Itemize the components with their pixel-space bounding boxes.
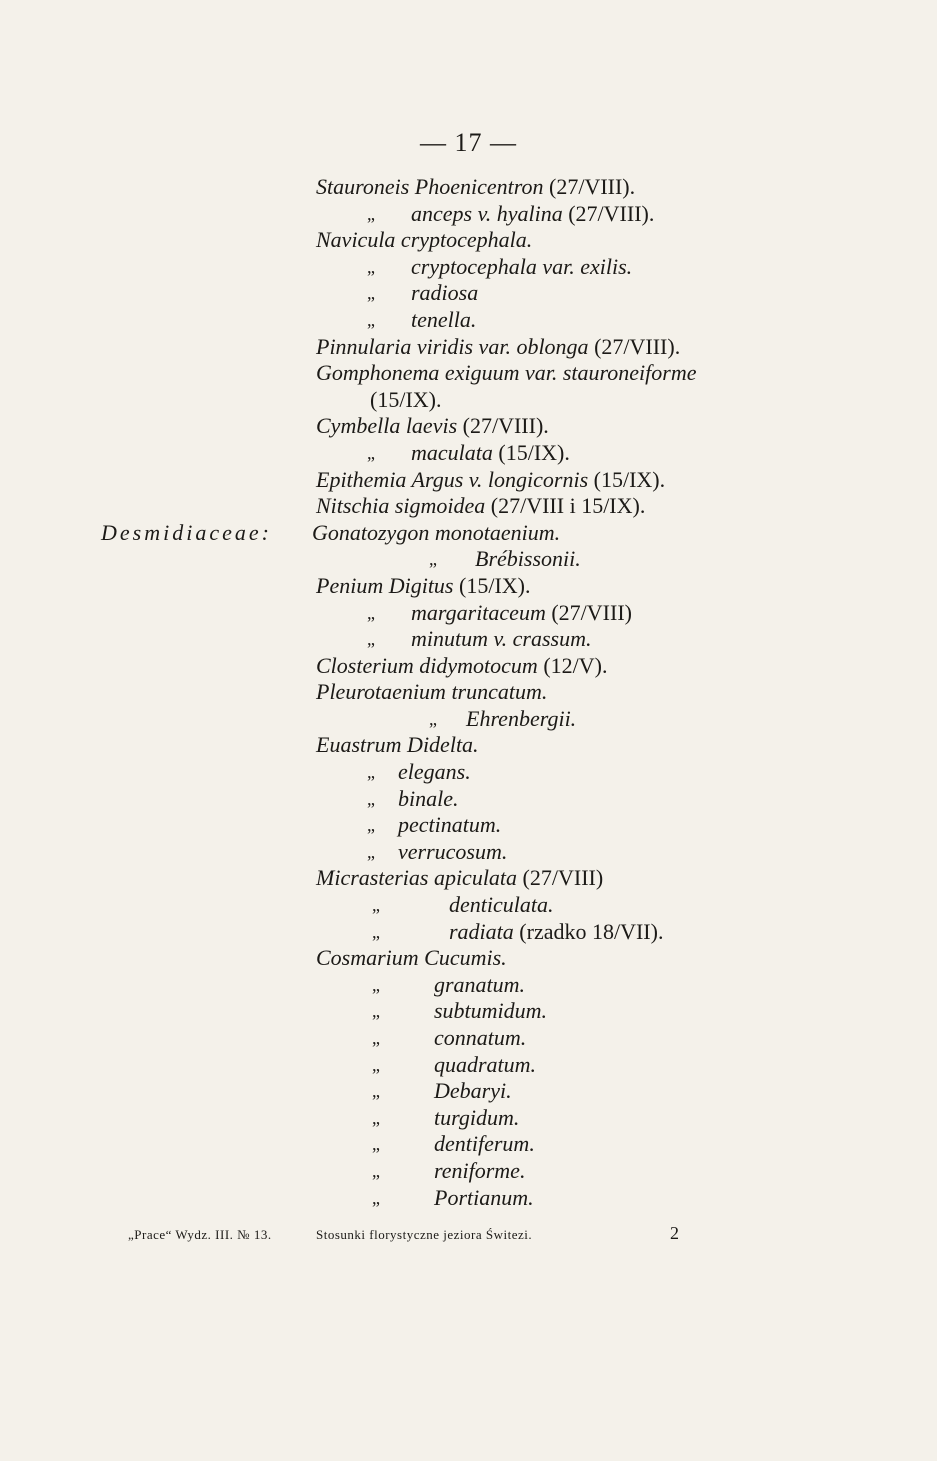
- collection-date: (27/VIII i 15/IX).: [485, 493, 646, 519]
- list-item: [0, 839, 937, 866]
- ditto-mark: „: [372, 1187, 380, 1208]
- taxon-line: [398, 786, 459, 813]
- taxon-name: radiata: [449, 918, 514, 944]
- list-item: [0, 307, 937, 334]
- list-item: [0, 520, 937, 547]
- list-item: [0, 1052, 937, 1079]
- list-item: [0, 945, 937, 972]
- taxon-line: [411, 254, 632, 281]
- collection-date: (15/IX).: [453, 572, 531, 598]
- collection-date: (27/VIII).: [543, 174, 636, 199]
- taxon-line: [411, 626, 591, 653]
- taxon-line: [316, 467, 665, 494]
- list-item: [0, 493, 937, 520]
- taxon-line: [370, 387, 441, 414]
- taxon-line: [316, 865, 603, 892]
- list-item: [0, 201, 937, 228]
- taxon-line: [316, 334, 680, 361]
- taxon-name: radiosa: [411, 280, 479, 306]
- ditto-mark: „: [372, 1134, 380, 1155]
- ditto-mark: „: [367, 203, 375, 224]
- ditto-mark: „: [372, 1001, 380, 1022]
- taxon-name: Gomphonema exiguum var. stauroneiforme: [316, 360, 697, 386]
- taxon-line: [434, 1105, 519, 1132]
- taxon-line: [434, 1052, 536, 1079]
- list-item: [0, 254, 937, 281]
- taxon-line: [398, 812, 501, 839]
- taxon-name: reniforme.: [434, 1157, 526, 1183]
- ditto-mark: „: [372, 1081, 380, 1102]
- taxon-name: Euastrum Didelta.: [316, 732, 479, 758]
- taxon-name: anceps v. hyalina: [411, 200, 563, 226]
- ditto-mark: „: [372, 1028, 380, 1048]
- taxon-name: turgidum.: [434, 1104, 520, 1130]
- taxon-line: [398, 759, 471, 786]
- ditto-mark: „: [367, 602, 375, 623]
- footer-title: Stosunki florystyczne jeziora Świtezi.: [316, 1227, 533, 1242]
- list-item: [0, 600, 937, 627]
- list-item: [0, 653, 937, 680]
- taxon-line: [434, 1158, 525, 1185]
- taxon-line: [411, 307, 476, 334]
- species-list: [0, 174, 937, 1211]
- taxon-name: quadratum.: [434, 1051, 537, 1077]
- taxon-line: [411, 280, 478, 307]
- list-item: [0, 732, 937, 759]
- taxon-line: [316, 732, 479, 759]
- list-item: [0, 546, 937, 573]
- taxon-line: [316, 679, 547, 706]
- collection-date: (15/IX).: [370, 386, 442, 412]
- taxon-line: [398, 839, 507, 866]
- taxon-name: subtumidum.: [434, 998, 548, 1024]
- list-item: [0, 865, 937, 892]
- ditto-mark: „: [367, 815, 375, 836]
- list-item: [0, 387, 937, 414]
- collection-date: (rzadko 18/VII).: [513, 918, 664, 944]
- list-item: [0, 413, 937, 440]
- ditto-mark: „: [367, 283, 375, 304]
- list-item: [0, 334, 937, 361]
- page-number: — 17 —: [420, 128, 517, 157]
- taxon-name: connatum.: [434, 1025, 527, 1050]
- taxon-name: Closterium didymotocum: [316, 652, 538, 678]
- taxon-name: elegans.: [398, 759, 471, 785]
- taxon-line: [411, 201, 654, 228]
- taxon-name: Stauroneis Phoenicentron: [316, 174, 544, 199]
- taxon-line: [316, 945, 507, 972]
- taxon-line: [316, 653, 607, 680]
- sheet-number: 2: [670, 1223, 680, 1243]
- taxon-name: pectinatum.: [398, 812, 502, 838]
- list-item: [0, 440, 937, 467]
- taxon-name: Cosmarium Cucumis.: [316, 945, 507, 971]
- taxon-name: Portianum.: [434, 1184, 534, 1210]
- taxon-line: [434, 1131, 535, 1158]
- ditto-mark: „: [367, 309, 375, 330]
- list-item: [0, 998, 937, 1025]
- list-item: [0, 280, 937, 307]
- ditto-mark: „: [372, 1160, 380, 1181]
- ditto-mark: „: [372, 1054, 380, 1075]
- taxon-line: [449, 892, 553, 919]
- ditto-mark: „: [429, 708, 437, 729]
- collection-date: (15/IX).: [588, 466, 666, 492]
- list-item: [0, 360, 937, 387]
- list-item: [0, 919, 937, 946]
- taxon-name: Micrasterias apiculata: [316, 865, 518, 891]
- taxon-line: [434, 972, 525, 999]
- collection-date: (27/VIII): [545, 599, 632, 625]
- taxon-line: [434, 1078, 512, 1105]
- collection-date: (15/IX).: [492, 439, 570, 465]
- taxon-name: tenella.: [411, 306, 477, 332]
- collection-date: (27/VIII): [517, 865, 604, 891]
- taxon-name: Debaryi.: [434, 1078, 512, 1104]
- list-item: [0, 227, 937, 254]
- ditto-mark: „: [367, 762, 375, 783]
- list-item: [0, 1025, 937, 1052]
- taxon-name: Pleurotaenium truncatum.: [316, 679, 548, 705]
- list-item: [0, 1131, 937, 1158]
- taxon-name: Nitschia sigmoidea: [316, 493, 486, 519]
- taxon-line: [316, 573, 530, 600]
- taxon-line: [434, 1185, 534, 1212]
- taxon-line: [316, 493, 645, 520]
- taxon-name: Cymbella laevis: [316, 413, 458, 439]
- footer-series: „Prace“ Wydz. III. № 13.: [128, 1227, 272, 1242]
- taxon-name: Brébissonii.: [475, 546, 581, 572]
- taxon-line: [449, 919, 663, 946]
- list-item: [0, 174, 937, 201]
- taxon-name: granatum.: [434, 971, 526, 997]
- taxon-line: [316, 413, 549, 440]
- list-item: [0, 573, 937, 600]
- ditto-mark: „: [367, 788, 375, 809]
- ditto-mark: „: [367, 629, 375, 650]
- ditto-mark: „: [367, 442, 375, 463]
- ditto-mark: „: [372, 1107, 380, 1128]
- list-item: [0, 706, 937, 733]
- taxon-name: binale.: [398, 785, 459, 811]
- ditto-mark: „: [372, 974, 380, 995]
- taxon-name: Gonatozygon monotaenium.: [312, 519, 561, 545]
- taxon-name: dentiferum.: [434, 1131, 535, 1157]
- taxon-line: [316, 227, 532, 254]
- list-item: [0, 626, 937, 653]
- taxon-line: [466, 706, 576, 733]
- taxon-line: [411, 600, 632, 627]
- taxon-name: verrucosum.: [398, 838, 508, 864]
- taxon-line: [312, 520, 560, 547]
- list-item: [0, 812, 937, 839]
- taxon-name: Penium Digitus: [316, 572, 454, 598]
- section-label: Desmidiaceae:: [101, 519, 272, 545]
- list-item: [0, 1105, 937, 1132]
- taxon-name: Epithemia Argus v. longicornis: [316, 466, 589, 492]
- list-item: [0, 1185, 937, 1212]
- taxon-line: [316, 360, 696, 387]
- taxon-name: margaritaceum: [411, 599, 546, 625]
- taxon-name: maculata: [411, 439, 493, 465]
- taxon-line: [434, 1025, 526, 1052]
- collection-date: (27/VIII).: [457, 413, 549, 439]
- ditto-mark: „: [429, 549, 437, 570]
- collection-date: (12/V).: [537, 652, 608, 678]
- taxon-line: [316, 174, 635, 201]
- list-item: [0, 786, 937, 813]
- taxon-line: [434, 998, 547, 1025]
- taxon-name: denticulata.: [449, 892, 554, 918]
- ditto-mark: „: [372, 921, 380, 942]
- ditto-mark: „: [372, 895, 380, 916]
- taxon-line: [411, 440, 570, 467]
- taxon-name: Pinnularia viridis var. oblonga: [316, 333, 589, 359]
- collection-date: (27/VIII).: [588, 333, 681, 359]
- taxon-name: minutum v. crassum.: [411, 626, 592, 652]
- list-item: [0, 892, 937, 919]
- page-footer: [0, 1223, 937, 1249]
- list-item: [0, 1158, 937, 1185]
- list-item: [0, 1078, 937, 1105]
- taxon-line: [475, 546, 581, 573]
- list-item: [0, 972, 937, 999]
- collection-date: (27/VIII).: [562, 200, 655, 226]
- taxon-name: Navicula cryptocephala.: [316, 227, 533, 253]
- list-item: [0, 679, 937, 706]
- taxon-name: Ehrenbergii.: [466, 705, 577, 731]
- ditto-mark: „: [367, 841, 375, 862]
- ditto-mark: „: [367, 256, 375, 277]
- list-item: [0, 759, 937, 786]
- taxon-name: cryptocephala var. exilis.: [411, 253, 633, 279]
- list-item: [0, 467, 937, 494]
